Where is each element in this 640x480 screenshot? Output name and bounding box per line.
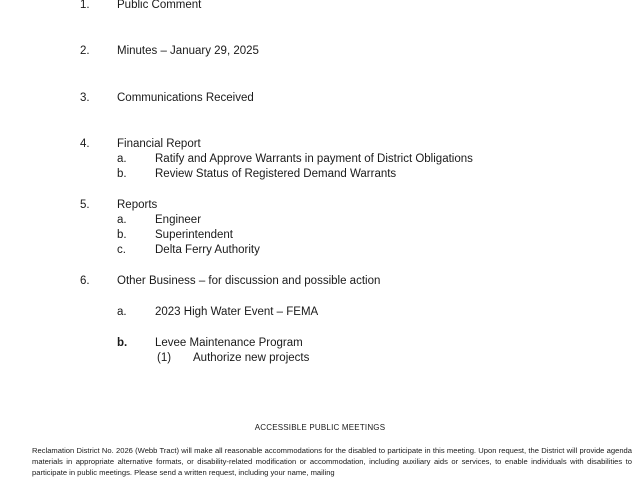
- item-number: 2.: [80, 45, 90, 57]
- accessible-meetings-paragraph: Reclamation District No. 2026 (Webb Tract) will make all reasonable accommodations for the disabled to participate in this meeting. Upon request, the District will provide agenda materials in appropriate alternative formats, or disability-related modification or accommodation, including auxiliary aids or services, to enable individuals with disabilities to participate in public meetings. Please send a written request, including your name, mailing: [32, 446, 632, 477]
- item-label-public-comment: Public Comment: [117, 0, 202, 11]
- subitem-review-warrants: Review Status of Registered Demand Warrants: [155, 168, 397, 180]
- subitem-letter: b.: [117, 168, 127, 180]
- item-number: 3.: [80, 92, 90, 104]
- subitem-high-water-fema: 2023 High Water Event – FEMA: [155, 306, 319, 318]
- item-number: 5.: [80, 199, 90, 211]
- item-number: 4.: [80, 138, 90, 150]
- subitem-superintendent: Superintendent: [155, 229, 234, 241]
- item-number: 1.: [80, 0, 90, 11]
- item-number: 6.: [80, 275, 90, 287]
- subitem-letter: a.: [117, 306, 127, 318]
- subitem-letter: a.: [117, 214, 127, 226]
- item-label-communications: Communications Received: [117, 92, 254, 104]
- item-label-other-business: Other Business – for discussion and possible action: [117, 275, 381, 287]
- subitem-letter: b.: [117, 229, 127, 241]
- subitem-engineer: Engineer: [155, 214, 202, 226]
- item-label-financial-report: Financial Report: [117, 138, 201, 150]
- subitem-delta-ferry: Delta Ferry Authority: [155, 244, 260, 256]
- subitem-levee-maintenance: Levee Maintenance Program: [155, 337, 303, 349]
- subitem-letter: a.: [117, 153, 127, 165]
- item-label-minutes: Minutes – January 29, 2025: [117, 45, 259, 57]
- subitem-letter: b.: [117, 337, 128, 349]
- subitem-letter: c.: [117, 244, 126, 256]
- subitem-ratify-warrants: Ratify and Approve Warrants in payment of District Obligations: [155, 153, 473, 165]
- item-label-reports: Reports: [117, 199, 158, 211]
- subitem-number: (1): [157, 352, 172, 364]
- subitem-authorize-projects: Authorize new projects: [193, 352, 310, 364]
- accessible-meetings-title: ACCESSIBLE PUBLIC MEETINGS: [254, 423, 386, 432]
